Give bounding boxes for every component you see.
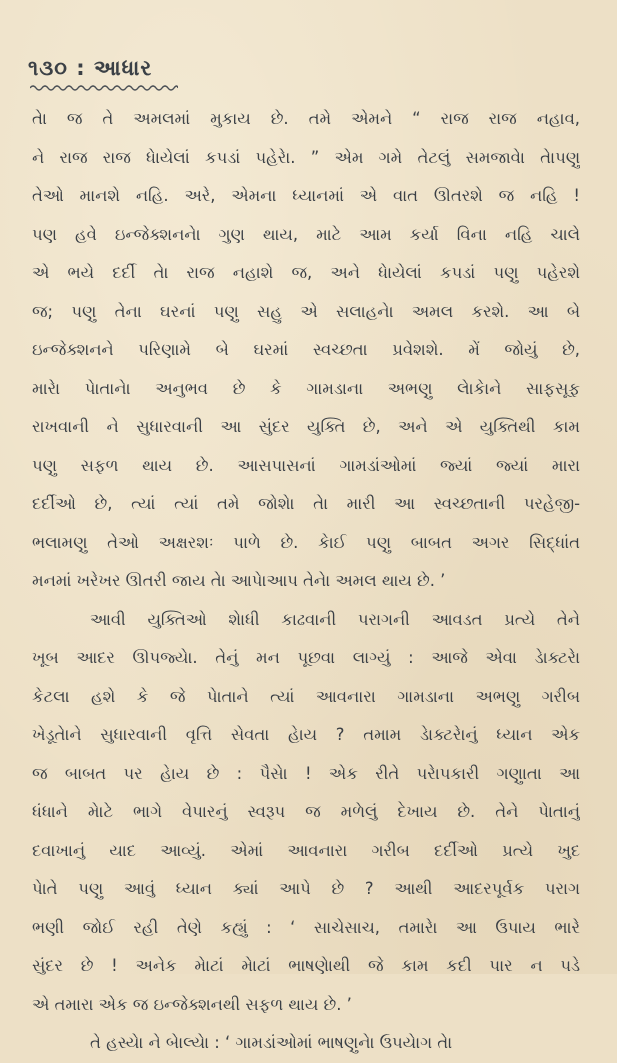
text-line: તેા જ તે અમલમાં મુકાય છે. તમે એમને “ રાજ રાજ નહાવ,	[32, 109, 580, 128]
wavy-underline	[30, 84, 178, 92]
text-line: પણ હવે ઇન્જેક્શનનેા ગુણ થાય, માટે આમ કર્યા વિના નહિ ચાલે	[32, 224, 580, 244]
text-line: એ ભયે દર્દી તેા રાજ નહાશે જ, અને ધેાયેલાં કપડાં પણુ પહેરશે	[32, 263, 580, 282]
text-line: મનમાં ખરેખર ઊતરી જાય તેા આપેાઆપ તેનેા અમલ થાય છે. ’	[32, 571, 446, 590]
running-head	[28, 56, 152, 81]
text-line: તેઓ માનશે નહિ. અરે, એમના ધ્યાનમાં એ વાત ઊતરશે જ નહિ !	[32, 186, 580, 205]
text-line: ખેડૂતેાને સુધારવાની વૃત્તિ સેવતા હેાય ? તમામ ડેાક્ટરેાનું ધ્યાન એક	[32, 725, 580, 744]
text-line: મારેા પેાતાનેા અનુભવ છે કે ગામડાના અભણુ લેાકેાને સાફસૂફ	[32, 378, 580, 398]
text-line: ને રાજ રાજ ધેાયેલાં કપડાં પહેરેા. ” એમ ગમે તેટલું સમજાવેા તેાપણુ	[32, 147, 580, 167]
text-line: પેાતે પણુ આવું ધ્યાન ક્યાં આપે છે ? આથી આદરપૂર્વક પરાગ	[32, 879, 580, 898]
text-line: સુંદર છે ! અનેક મેાટાં મેાટાં ભાષણેાથી જે કામ કદી પાર ન પડે	[32, 956, 580, 975]
body-text	[32, 100, 580, 1063]
text-line: દર્દીઓ છે, ત્યાં ત્યાં તમે જોશેા તેા મારી આ સ્વચ્છતાની પરહેજી-	[32, 494, 580, 513]
text-line: ભણી જોઈ રહી તેણે કહ્યું : ‘ સાચેસાચ, તમારેા આ ઉપાય ભારે	[32, 917, 580, 937]
text-line: પણુ સફળ થાય છે. આસપાસનાં ગામડાંઓમાં જ્યાં જ્યાં મારા	[32, 455, 580, 475]
text-line: દવાખાનું યાદ આવ્યું. એમાં આવનારા ગરીબ દર્દીઓ પ્રત્યે ખુદ	[32, 840, 580, 860]
paragraph-start-line: તે હસ્યેા ને બેાલ્યેા : ‘ ગામડાંઓમાં ભાષણુનેા ઉપયેાગ તેા	[90, 1033, 453, 1052]
text-line: રાખવાની ને સુધારવાની આ સુંદર યુક્તિ છે, અને એ યુક્તિથી કામ	[32, 417, 580, 436]
text-line: ખૂબ આદર ઊપજ્યેા. તેનું મન પૂછવા લાગ્યું : આજે એવા ડેાક્ટરેા	[32, 648, 580, 667]
text-line: એ તમારા એક જ ઇન્જેક્શનથી સફળ થાય છે. ’	[32, 994, 352, 1014]
text-line: ભલામણુ તેઓ અક્ષરશઃ પાળે છે. કેાઈ પણુ બાબત અગર સિદ્ધાંત	[32, 532, 580, 552]
text-line: જ બાબત પર હેાય છે : પૈસેા ! એક રીતે પરેાપકારી ગણુાતા આ	[32, 763, 580, 783]
chapter-title: આધાર	[93, 56, 153, 80]
paragraph-start-line: આવી યુક્તિઓ શેાધી કાઢવાની પરાગની આવડત પ્રત્યે તેને	[90, 609, 580, 629]
text-line: ઇન્જેક્શનને પરિણામે બે ઘરમાં સ્વચ્છતા પ્રવેશશે. મેં જોયું છે,	[32, 340, 580, 359]
page-number: ૧૩૦	[28, 56, 68, 80]
text-line: કેટલા હશે કે જે પેાતાને ત્યાં આવનારા ગામડાના અભણુ ગરીબ	[32, 686, 580, 706]
text-line: ધંધાને મેાટે ભાગે વેપારનું સ્વરૂપ જ મળેલું દેખાય છે. તેને પેાતાનું	[32, 802, 580, 821]
header-separator: :	[76, 56, 86, 80]
text-line: જ; પણુ તેના ઘરનાં પણુ સહુ એ સલાહનેા અમલ કરશે. આ બે	[32, 301, 580, 321]
